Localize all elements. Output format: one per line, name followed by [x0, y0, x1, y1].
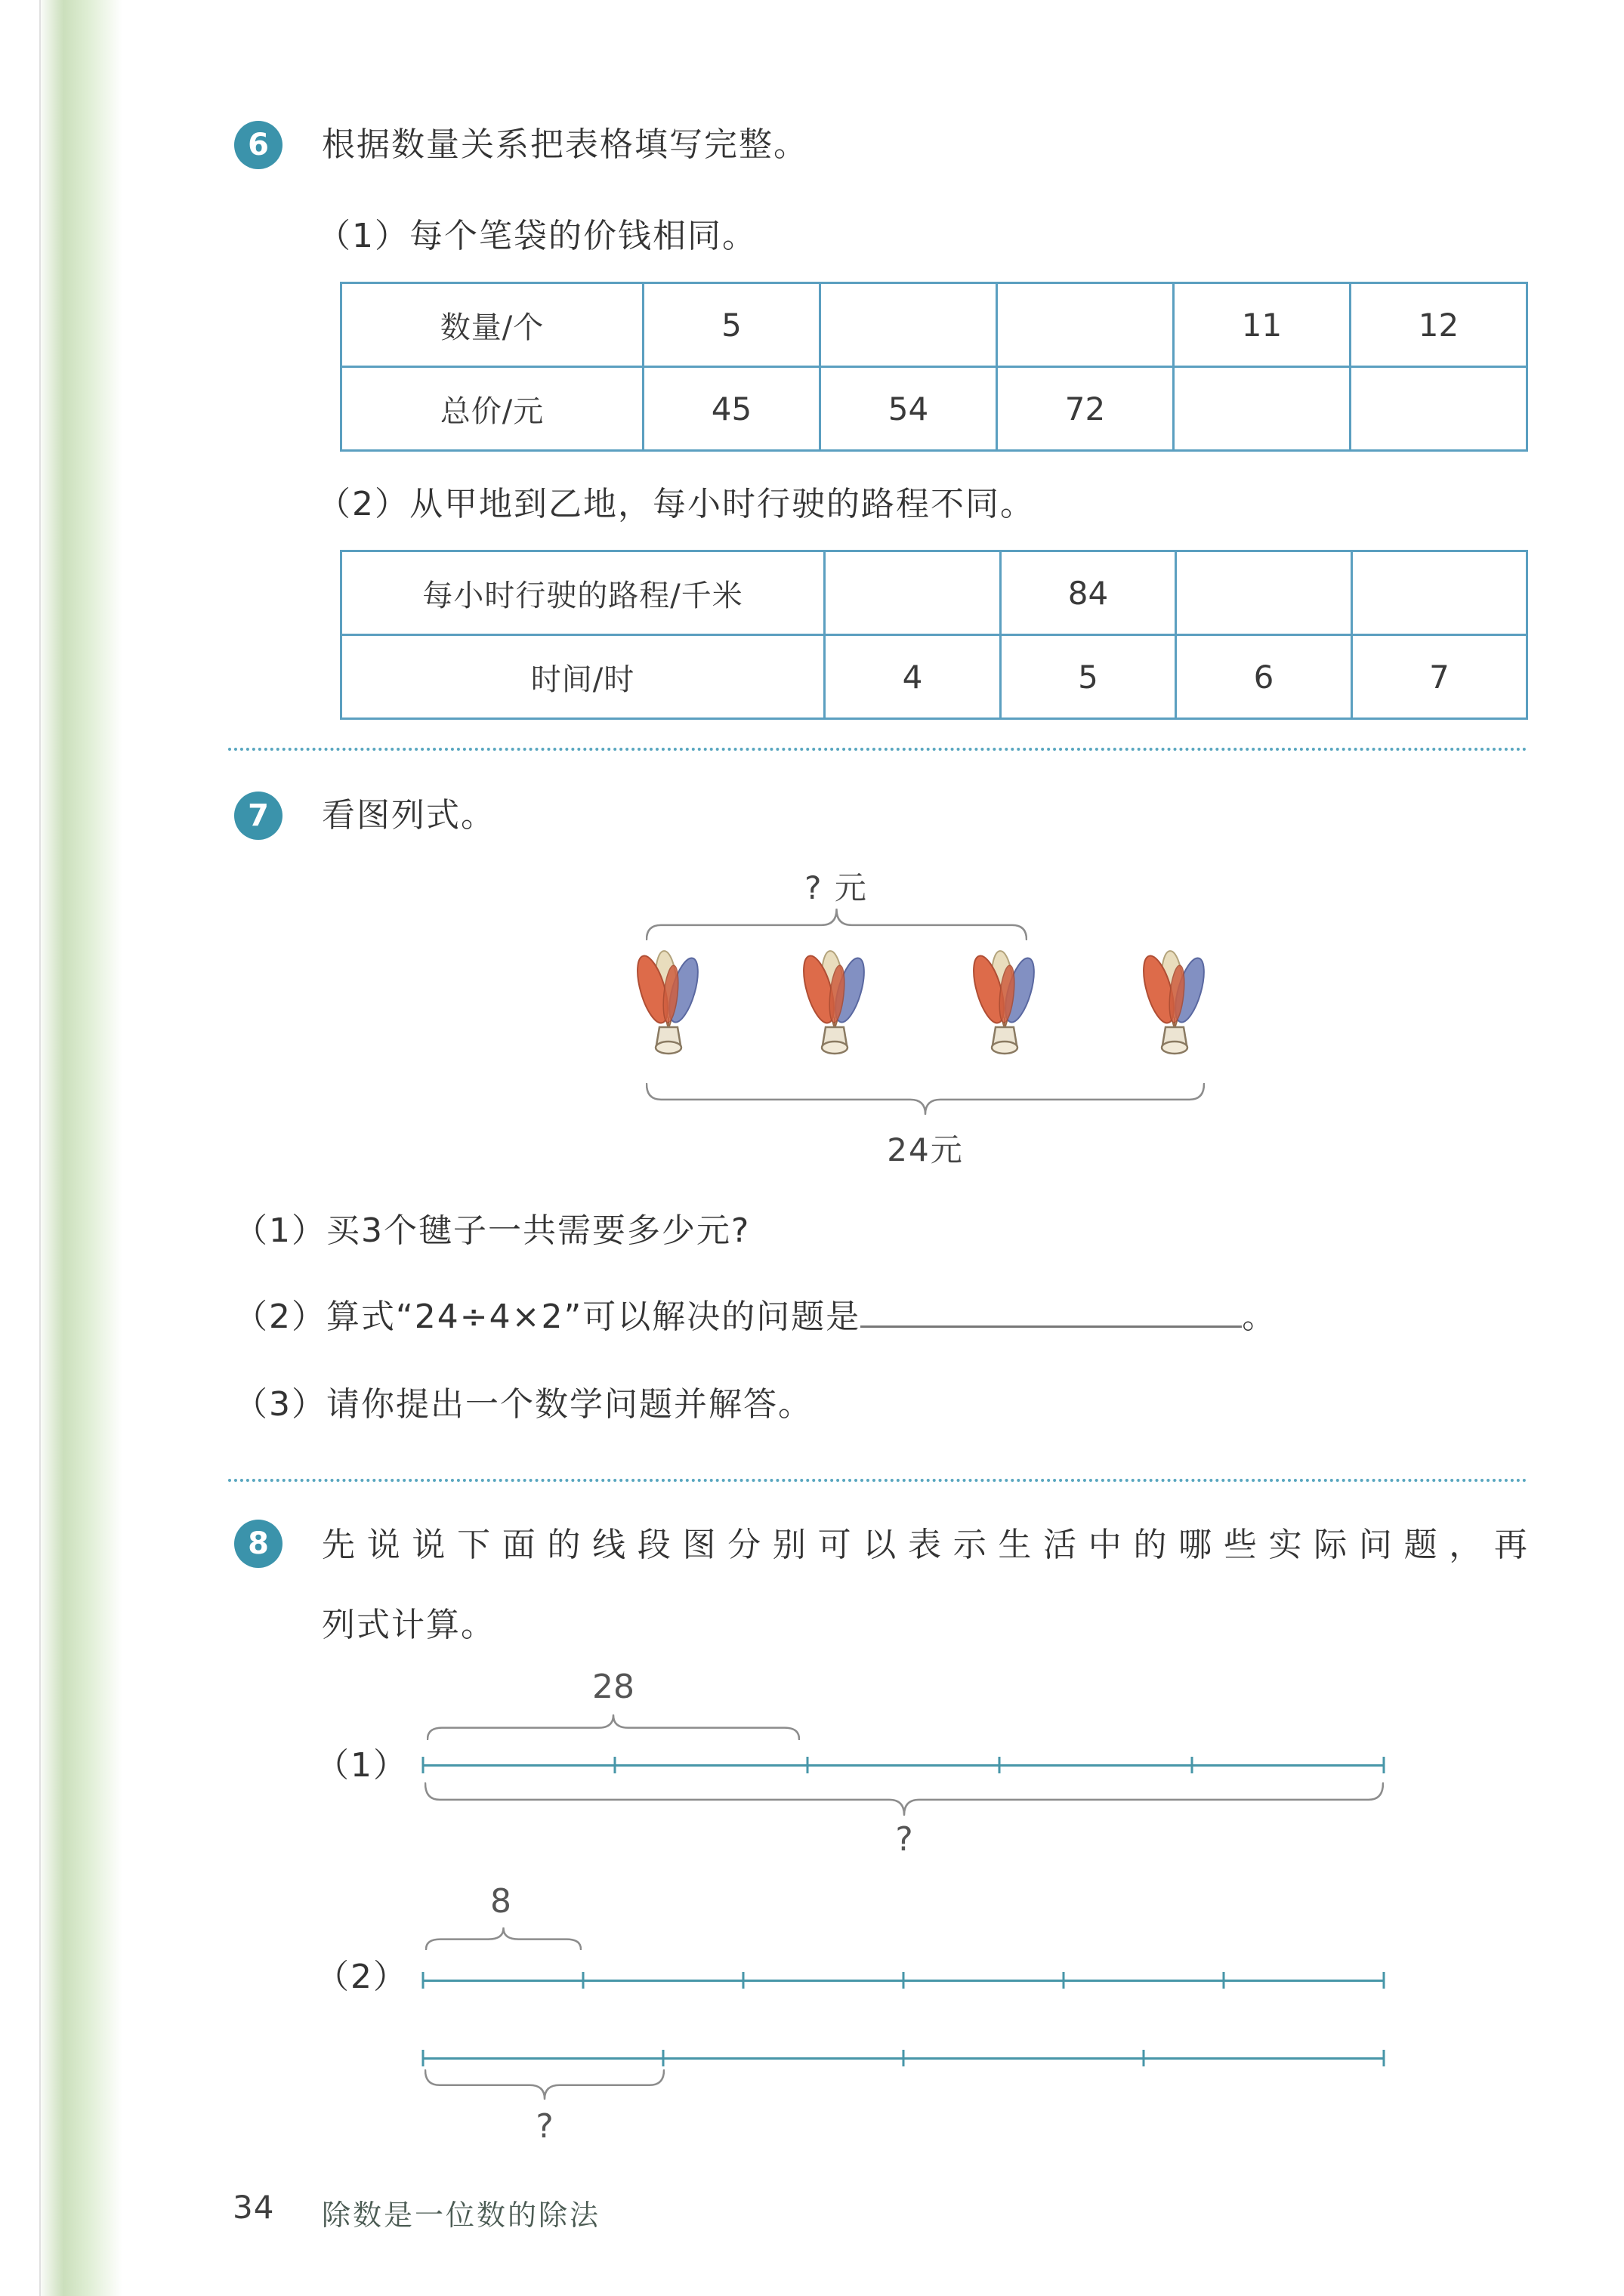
diagram1-underbrace	[425, 1782, 1384, 1816]
section-divider	[228, 1479, 1527, 1482]
tick-mark	[1190, 1757, 1193, 1773]
table2-cell: 6	[1176, 635, 1352, 719]
table2-cell: 7	[1352, 635, 1527, 719]
tick-mark	[1222, 1972, 1224, 1989]
table2-row2-header: 时间/时	[341, 635, 825, 719]
problem7-question2-text: （2）算式“24÷4×2”可以解决的问题是	[234, 1298, 861, 1336]
diagram2-number-line-bottom	[423, 2057, 1384, 2060]
diagram1-overbrace	[427, 1714, 800, 1740]
diagram1-label: （1）	[316, 1746, 408, 1785]
shuttlecock-icon	[793, 950, 876, 1071]
figure-total-price-label: 24元	[887, 1131, 964, 1168]
table2-cell: 4	[825, 635, 1001, 719]
table1-cell: 11	[1174, 283, 1351, 367]
tick-mark	[422, 1757, 425, 1773]
tick-mark	[1063, 1972, 1065, 1989]
problem8-title-line1: 先说说下面的线段图分别可以表示生活中的哪些实际问题，再	[322, 1526, 1527, 1564]
table-row	[341, 551, 1527, 635]
underbrace-four-shuttlecocks	[646, 1083, 1205, 1115]
table2-cell: 84	[1001, 551, 1176, 635]
book-spine-gradient	[39, 0, 122, 2296]
tick-mark	[422, 1972, 425, 1989]
table1-cell: 45	[644, 367, 820, 451]
table2-cell-blank	[1176, 551, 1352, 635]
table-row	[341, 635, 1527, 719]
diagram2-overbrace	[425, 1927, 582, 1950]
tick-mark	[903, 2050, 905, 2066]
tick-mark	[999, 1757, 1001, 1773]
problem7-question2-period: 。	[1242, 1298, 1277, 1336]
problem8-badge	[234, 1520, 283, 1568]
diagram2-segment-value: 8	[490, 1882, 511, 1921]
problem6-table1	[340, 282, 1528, 452]
diagram2-part-question: ?	[536, 2107, 554, 2146]
tick-mark	[903, 1972, 905, 1989]
tick-mark	[422, 2050, 425, 2066]
tick-mark	[1143, 2050, 1145, 2066]
shuttlecock-icon	[1133, 950, 1216, 1071]
table1-cell-blank	[820, 283, 997, 367]
problem7-question2	[234, 1293, 1277, 1341]
tick-mark	[1383, 1757, 1385, 1773]
table-row	[341, 367, 1527, 451]
table1-cell-blank	[997, 283, 1174, 367]
chapter-title: 除数是一位数的除法	[322, 2199, 601, 2232]
problem6-badge	[234, 121, 283, 169]
table1-row1-header: 数量/个	[341, 283, 644, 367]
table2-cell-blank	[1352, 551, 1527, 635]
tick-mark	[582, 1972, 585, 1989]
overbrace-three-shuttlecocks	[646, 909, 1027, 940]
tick-mark	[1383, 1972, 1385, 1989]
figure-question-price-label: ? 元	[804, 869, 868, 906]
section-divider	[228, 748, 1527, 751]
table1-cell: 12	[1351, 283, 1527, 367]
table1-cell-blank	[1174, 367, 1351, 451]
table1-cell: 5	[644, 283, 820, 367]
problem7-badge-number: 7	[248, 798, 269, 833]
tick-mark	[662, 2050, 665, 2066]
problem6-table2	[340, 550, 1528, 720]
shuttlecock-icon	[627, 950, 710, 1071]
problem6-part2-label: （2）从甲地到乙地，每小时行驶的路程不同。	[317, 485, 1035, 523]
tick-mark	[1383, 2050, 1385, 2066]
diagram2-number-line-top	[423, 1980, 1384, 1982]
problem7-question3: （3）请你提出一个数学问题并解答。	[234, 1385, 813, 1424]
problem8-title-line2: 列式计算。	[322, 1606, 496, 1644]
tick-mark	[742, 1972, 744, 1989]
problem6-badge-number: 6	[248, 128, 269, 162]
diagram2-label: （2）	[316, 1958, 408, 1996]
tick-mark	[806, 1757, 808, 1773]
problem6-title: 根据数量关系把表格填写完整。	[322, 125, 808, 164]
diagram1-total-question: ?	[895, 1820, 913, 1859]
diagram1-segment-value: 28	[592, 1668, 634, 1706]
table1-row2-header: 总价/元	[341, 367, 644, 451]
table1-cell-blank	[1351, 367, 1527, 451]
diagram2-underbrace	[425, 2069, 665, 2100]
problem7-badge	[234, 792, 283, 840]
shuttlecock-icon	[963, 950, 1046, 1071]
table-row	[341, 283, 1527, 367]
answer-blank-line	[860, 1323, 1242, 1328]
tick-mark	[614, 1757, 616, 1773]
table2-cell: 5	[1001, 635, 1176, 719]
table1-cell: 72	[997, 367, 1174, 451]
problem7-title: 看图列式。	[322, 796, 496, 835]
table1-cell: 54	[820, 367, 997, 451]
page-number: 34	[233, 2189, 275, 2226]
table2-cell-blank	[825, 551, 1001, 635]
diagram1-number-line	[423, 1764, 1384, 1767]
problem7-question1: （1）买3个毽子一共需要多少元?	[234, 1211, 751, 1250]
problem8-badge-number: 8	[248, 1526, 269, 1561]
table2-row1-header: 每小时行驶的路程/千米	[341, 551, 825, 635]
problem6-part1-label: （1）每个笔袋的价钱相同。	[317, 217, 757, 255]
